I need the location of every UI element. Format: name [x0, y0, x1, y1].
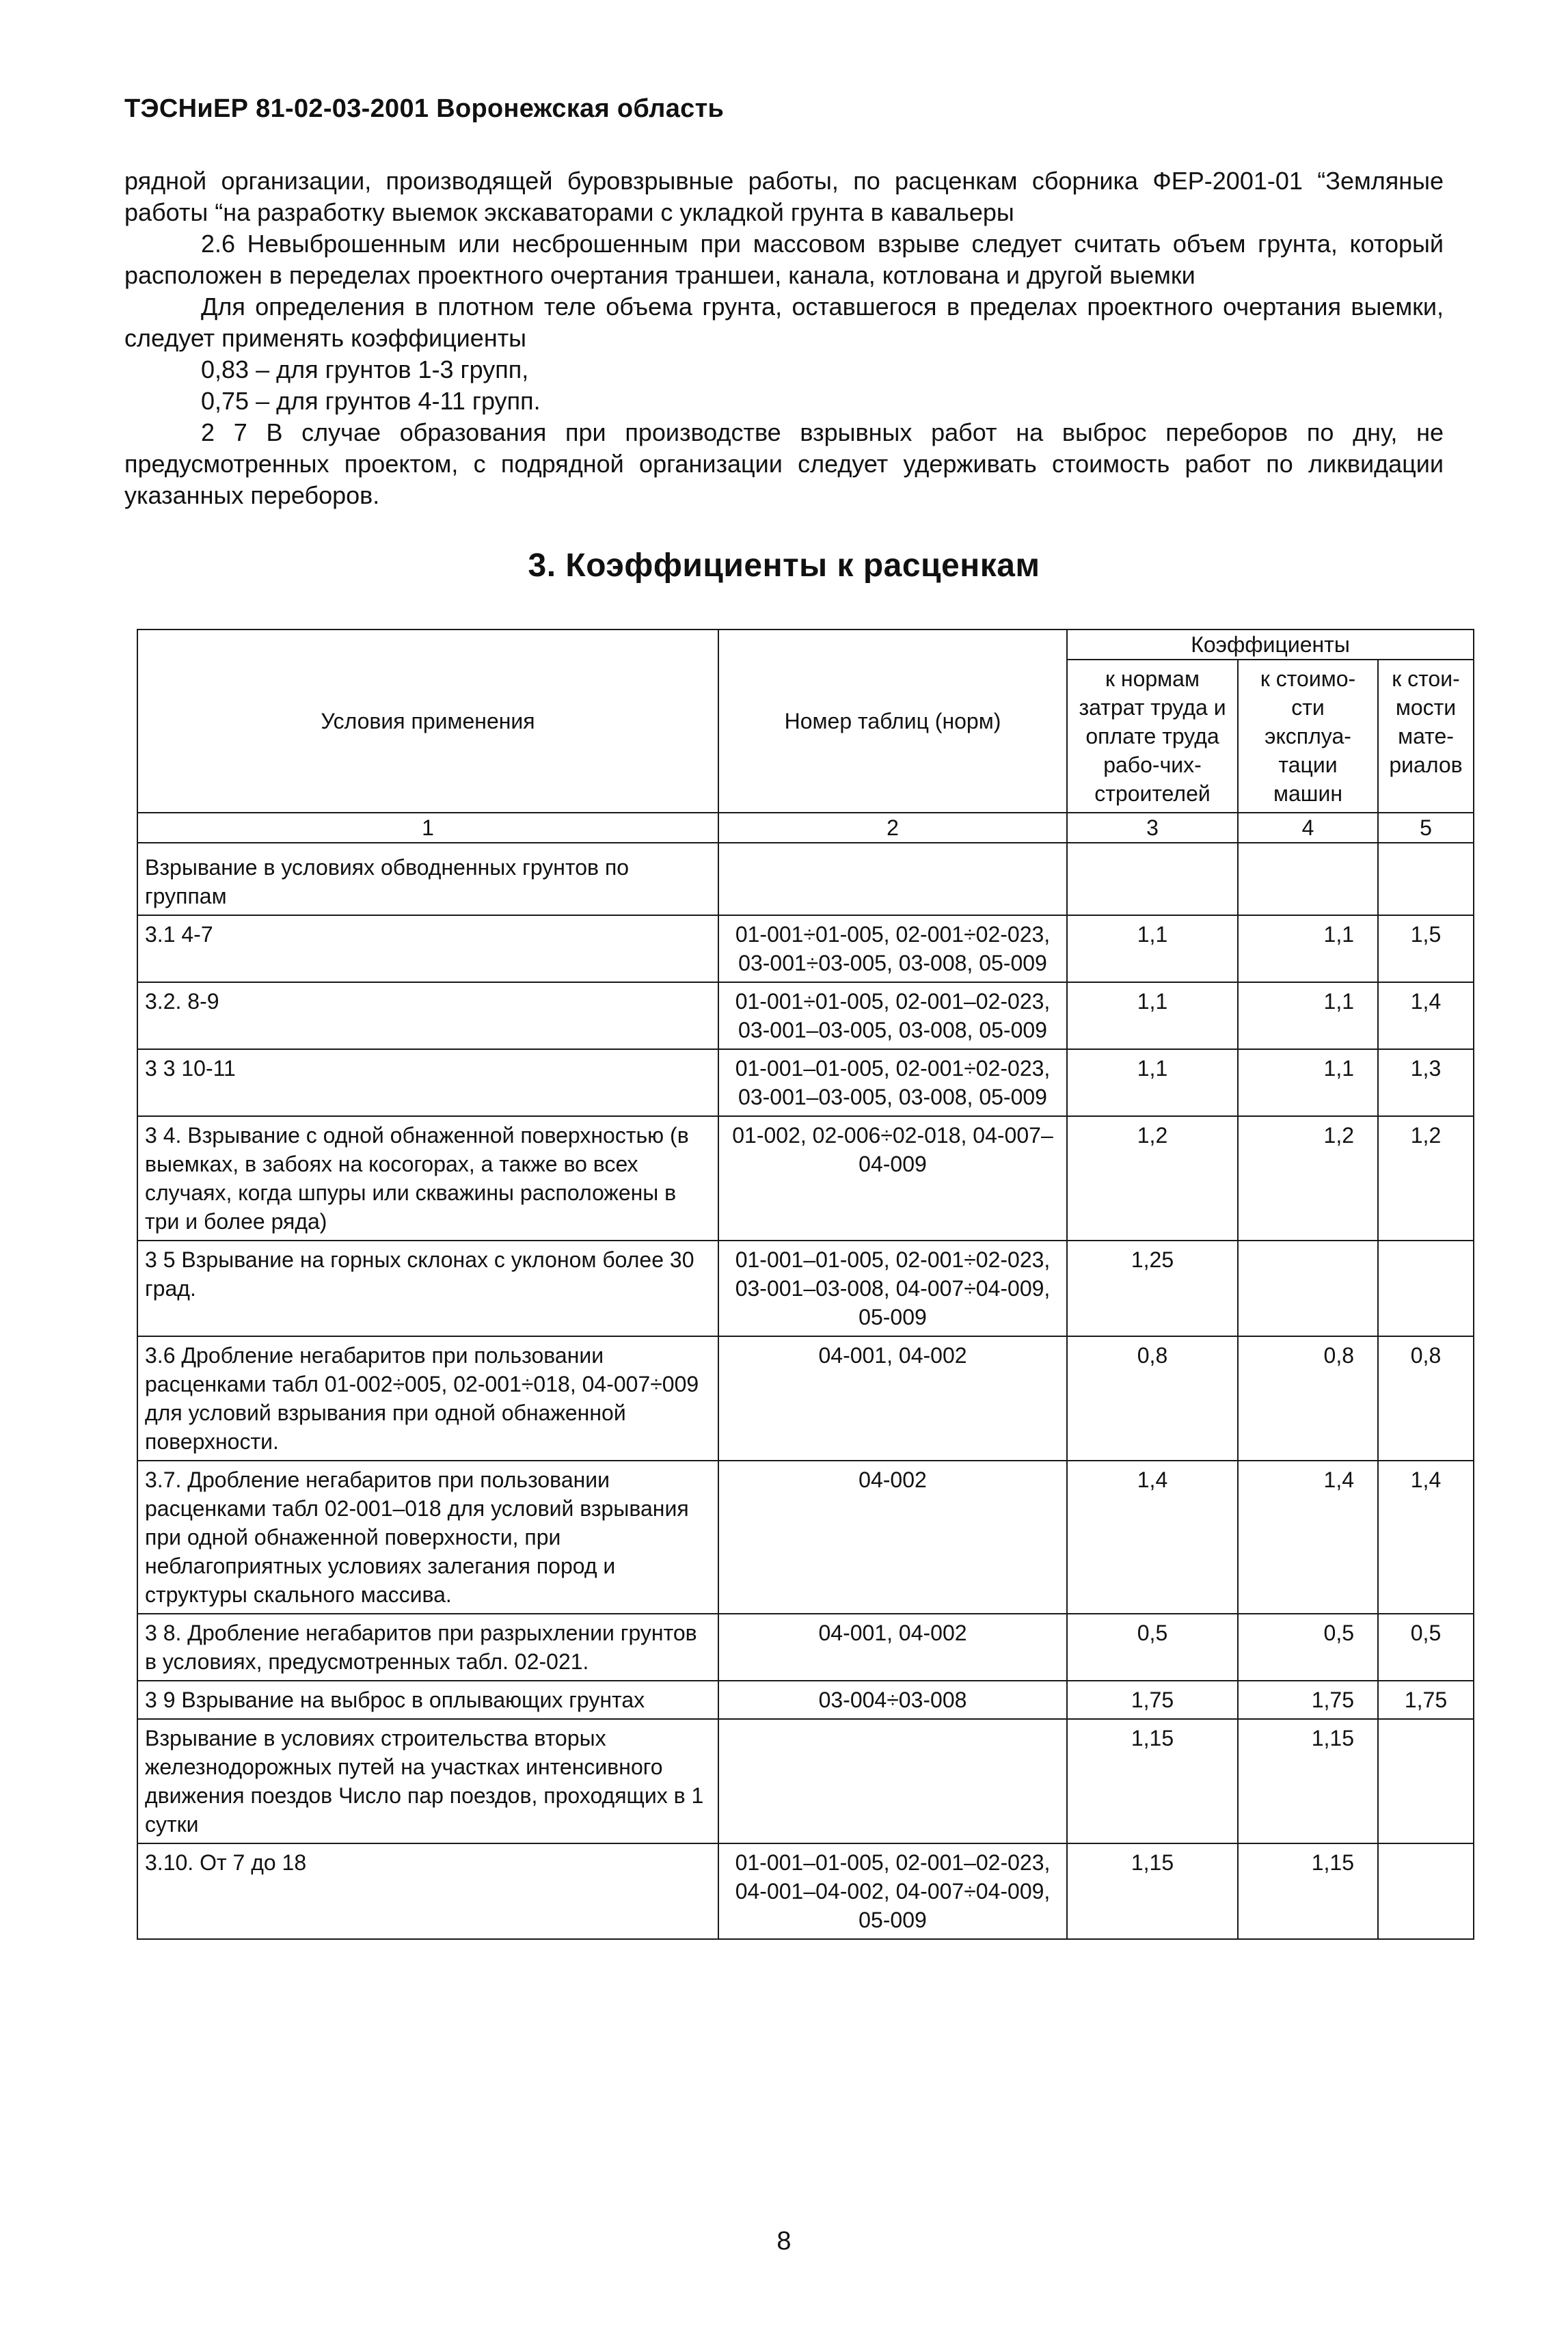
- cell-coef-materials: 1,5: [1378, 915, 1474, 982]
- cell-conditions: 3.1 4-7: [137, 915, 718, 982]
- table-row: [137, 1843, 1474, 1939]
- cell-coef-labor: 1,15: [1067, 1843, 1238, 1939]
- paragraph: 2 7 В случае образования при производстве взрывных работ на выброс переборов по дну, не предусмотренных проектом, с подрядной организации следует удерживать стоимость работ по ликвидации указанных переборов.: [124, 418, 1444, 509]
- cell-table-numbers: 01-001÷01-005, 02-001–02-023, 03-001–03-005, 03-008, 05-009: [718, 982, 1067, 1049]
- cell-coef-machines: 0,5: [1238, 1614, 1378, 1681]
- cell-table-numbers: [718, 843, 1067, 915]
- table-row: [137, 1116, 1474, 1241]
- table-row: [137, 1049, 1474, 1116]
- table-row: [137, 843, 1474, 915]
- cell-coef-machines: 1,1: [1238, 982, 1378, 1049]
- cell-coef-labor: 1,1: [1067, 982, 1238, 1049]
- cell-coef-labor: 1,1: [1067, 1049, 1238, 1116]
- cell-conditions: 3 5 Взрывание на горных склонах с уклоном более 30 град.: [137, 1241, 718, 1336]
- cell-table-numbers: 04-001, 04-002: [718, 1336, 1067, 1461]
- header-conditions: Условия применения: [137, 630, 718, 813]
- header-coefficients: Коэффициенты: [1067, 630, 1474, 660]
- cell-coef-materials: 0,5: [1378, 1614, 1474, 1681]
- cell-table-numbers: 03-004÷03-008: [718, 1681, 1067, 1719]
- cell-conditions: 3 3 10-11: [137, 1049, 718, 1116]
- cell-table-numbers: 01-001÷01-005, 02-001÷02-023, 03-001÷03-005, 03-008, 05-009: [718, 915, 1067, 982]
- cell-conditions: 3 8. Дробление негабаритов при разрыхлении грунтов в условиях, предусмотренных табл. 02-021.: [137, 1614, 718, 1681]
- cell-coef-labor: 1,75: [1067, 1681, 1238, 1719]
- cell-coef-machines: 1,15: [1238, 1719, 1378, 1843]
- cell-table-numbers: 01-001–01-005, 02-001÷02-023, 03-001–03-005, 03-008, 05-009: [718, 1049, 1067, 1116]
- page-number: 8: [776, 2227, 792, 2256]
- cell-coef-labor: 0,8: [1067, 1336, 1238, 1461]
- cell-conditions: 3.7. Дробление негабаритов при пользовании расценками табл 02-001–018 для условий взрывания при одной обнаженной поверхности, при неблагоприятных условиях залегания пород и структуры скального массива.: [137, 1461, 718, 1614]
- cell-coef-materials: [1378, 1843, 1474, 1939]
- cell-conditions: 3 4. Взрывание с одной обнаженной поверхностью (в выемках, в забоях на косогорах, а также во всех случаях, когда шпуры или скважины расположены в три и более ряда): [137, 1116, 718, 1241]
- cell-table-numbers: 01-001–01-005, 02-001–02-023, 04-001–04-002, 04-007÷04-009, 05-009: [718, 1843, 1067, 1939]
- cell-conditions: 3.10. От 7 до 18: [137, 1843, 718, 1939]
- table-row: [137, 1241, 1474, 1336]
- header-materials: к стои-мости мате-риалов: [1378, 660, 1474, 813]
- cell-coef-materials: 0,8: [1378, 1336, 1474, 1461]
- column-number: 5: [1378, 813, 1474, 843]
- cell-coef-materials: 1,75: [1378, 1681, 1474, 1719]
- cell-coef-machines: 1,2: [1238, 1116, 1378, 1241]
- column-number: 4: [1238, 813, 1378, 843]
- cell-coef-labor: [1067, 843, 1238, 915]
- cell-coef-labor: 1,1: [1067, 915, 1238, 982]
- cell-table-numbers: [718, 1719, 1067, 1843]
- table-header-row: [137, 630, 1474, 660]
- cell-table-numbers: 01-002, 02-006÷02-018, 04-007–04-009: [718, 1116, 1067, 1241]
- cell-coef-materials: [1378, 1719, 1474, 1843]
- cell-coef-materials: 1,4: [1378, 1461, 1474, 1614]
- header-labor: к нормам затрат труда и оплате труда рабо-чих-строителей: [1067, 660, 1238, 813]
- cell-coef-labor: 1,4: [1067, 1461, 1238, 1614]
- cell-coef-machines: 0,8: [1238, 1336, 1378, 1461]
- table-row: [137, 1719, 1474, 1843]
- paragraph: 0,75 – для грунтов 4-11 групп.: [201, 387, 541, 415]
- table-row: [137, 1681, 1474, 1719]
- cell-coef-materials: 1,3: [1378, 1049, 1474, 1116]
- cell-coef-machines: 1,1: [1238, 915, 1378, 982]
- cell-table-numbers: 01-001–01-005, 02-001÷02-023, 03-001–03-008, 04-007÷04-009, 05-009: [718, 1241, 1067, 1336]
- coefficients-table: [137, 629, 1474, 1940]
- header-table-numbers: Номер таблиц (норм): [718, 630, 1067, 813]
- cell-table-numbers: 04-001, 04-002: [718, 1614, 1067, 1681]
- column-number: 1: [137, 813, 718, 843]
- table-row: [137, 1336, 1474, 1461]
- cell-coef-materials: 1,2: [1378, 1116, 1474, 1241]
- cell-conditions: 3.2. 8-9: [137, 982, 718, 1049]
- column-number-row: [137, 813, 1474, 843]
- cell-conditions: Взрывание в условиях обводненных грунтов по группам: [137, 843, 718, 915]
- paragraph: рядной организации, производящей буровзрывные работы, по расценкам сборника ФЕР-2001-01 “Земляные работы “на разработку выемок экскаваторами с укладкой грунта в кавальеры: [124, 167, 1444, 226]
- section-title: 3. Коэффициенты к расценкам: [528, 547, 1040, 584]
- column-number: 3: [1067, 813, 1238, 843]
- cell-coef-labor: 1,25: [1067, 1241, 1238, 1336]
- cell-coef-machines: [1238, 1241, 1378, 1336]
- cell-coef-labor: 1,2: [1067, 1116, 1238, 1241]
- cell-coef-machines: 1,1: [1238, 1049, 1378, 1116]
- table-row: [137, 1461, 1474, 1614]
- table-row: [137, 1614, 1474, 1681]
- cell-conditions: 3.6 Дробление негабаритов при пользовании расценками табл 01-002÷005, 02-001÷018, 04-007÷009 для условий взрывания при одной обнаженной поверхности.: [137, 1336, 718, 1461]
- cell-coef-machines: [1238, 843, 1378, 915]
- cell-coef-machines: 1,15: [1238, 1843, 1378, 1939]
- cell-coef-materials: [1378, 843, 1474, 915]
- cell-conditions: Взрывание в условиях строительства вторых железнодорожных путей на участках интенсивного движения поездов Число пар поездов, проходящих в 1 сутки: [137, 1719, 718, 1843]
- paragraph: 0,83 – для грунтов 1-3 групп,: [201, 355, 529, 383]
- cell-conditions: 3 9 Взрывание на выброс в оплывающих грунтах: [137, 1681, 718, 1719]
- paragraph: Для определения в плотном теле объема грунта, оставшегося в пределах проектного очертания выемки, следует применять коэффициенты: [124, 293, 1444, 352]
- body-text: [124, 165, 1444, 511]
- table-row: [137, 915, 1474, 982]
- header-machines: к стоимо-сти эксплуа-тации машин: [1238, 660, 1378, 813]
- cell-table-numbers: 04-002: [718, 1461, 1067, 1614]
- cell-coef-machines: 1,4: [1238, 1461, 1378, 1614]
- cell-coef-machines: 1,75: [1238, 1681, 1378, 1719]
- cell-coef-materials: 1,4: [1378, 982, 1474, 1049]
- cell-coef-labor: 1,15: [1067, 1719, 1238, 1843]
- cell-coef-materials: [1378, 1241, 1474, 1336]
- document-header: ТЭСНиЕР 81-02-03-2001 Воронежская область: [124, 94, 725, 123]
- cell-coef-labor: 0,5: [1067, 1614, 1238, 1681]
- table-row: [137, 982, 1474, 1049]
- column-number: 2: [718, 813, 1067, 843]
- paragraph: 2.6 Невыброшенным или несброшенным при массовом взрыве следует считать объем грунта, который расположен в переделах проектного очертания траншеи, канала, котлована и другой выемки: [124, 230, 1444, 289]
